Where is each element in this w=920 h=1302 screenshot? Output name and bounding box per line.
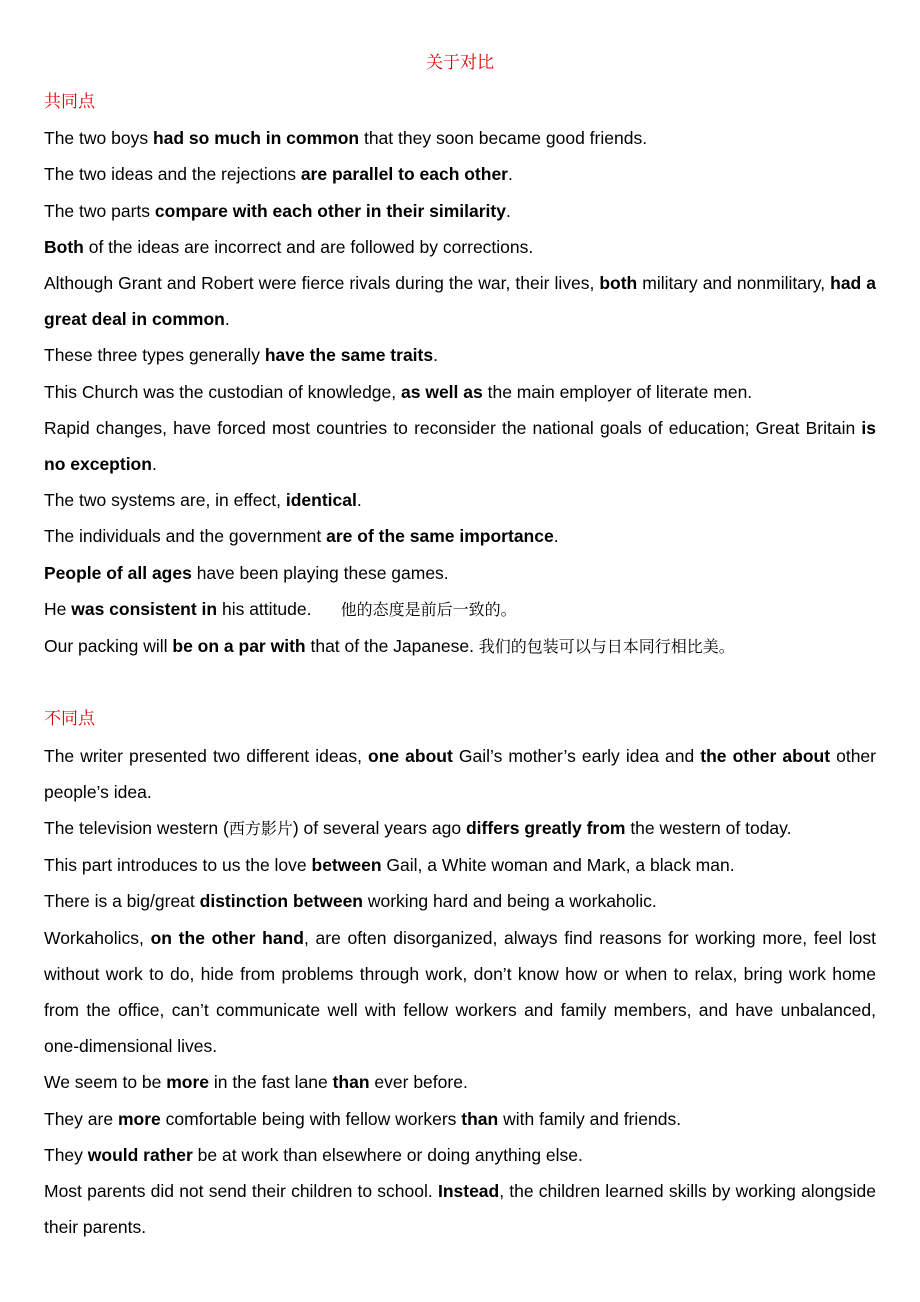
- key-phrase: had so much in common: [152, 128, 360, 149]
- sentence-text: have been playing these games.: [191, 562, 449, 583]
- sentence-text: that they soon became good friends.: [359, 128, 648, 149]
- sentence-text: that of the Japanese.: [305, 636, 479, 657]
- sentence-text: The two systems are, in effect,: [44, 490, 286, 511]
- section-gap: [44, 665, 876, 701]
- sentence-text: .: [553, 526, 559, 547]
- key-phrase: the other about: [700, 745, 831, 766]
- key-phrase: more: [166, 1072, 210, 1093]
- sentence-text: ) of several years ago: [292, 818, 466, 839]
- sentence-text: They: [44, 1144, 88, 1165]
- sentence-text: .: [356, 490, 362, 511]
- example-sentence: [44, 193, 876, 229]
- example-sentence: [44, 591, 876, 628]
- example-sentence: [44, 156, 876, 192]
- key-phrase: Instead: [437, 1181, 500, 1202]
- paragraph-list: [44, 738, 876, 1246]
- sentence-text: The writer presented two different ideas,: [44, 745, 368, 766]
- sentence-text: .: [508, 164, 513, 185]
- example-sentence: [44, 337, 876, 373]
- key-phrase: People of all ages: [44, 562, 192, 583]
- key-phrase: more: [117, 1108, 161, 1129]
- sentence-text: Gail’s mother’s early idea and: [452, 745, 701, 766]
- sentence-text: The two ideas and the rejections: [44, 164, 301, 185]
- sentence-text: .: [433, 345, 438, 366]
- example-sentence: [44, 1173, 876, 1245]
- key-phrase: than: [332, 1072, 370, 1093]
- document-page: [44, 48, 876, 1245]
- sentence-text: The television western (: [44, 818, 229, 839]
- sentence-text: .: [505, 200, 511, 221]
- sentence-text: in the fast lane: [209, 1072, 333, 1093]
- sentence-text: Most parents did not send their children to school.: [44, 1181, 438, 1202]
- key-phrase: are parallel to each other: [300, 164, 508, 185]
- page-title: 关于对比: [426, 53, 494, 73]
- example-sentence: [44, 1064, 876, 1100]
- example-sentence: [44, 1137, 876, 1173]
- sentence-text: , the children learned skills by working alongside their parents.: [44, 1181, 876, 1238]
- key-phrase: between: [311, 855, 382, 876]
- example-sentence: [44, 883, 876, 919]
- sentence-text: The individuals and the government: [44, 526, 327, 547]
- sentence-text: We seem to be: [44, 1072, 167, 1093]
- example-sentence: [44, 920, 876, 1065]
- sentence-text: There is a big/great: [44, 891, 200, 912]
- sentence-text: his attitude.: [217, 598, 341, 619]
- key-phrase: identical: [285, 490, 357, 511]
- example-sentence: [44, 518, 876, 554]
- key-phrase: as well as: [401, 381, 483, 402]
- example-sentence: [44, 810, 876, 847]
- sentence-text: The two boys: [44, 128, 153, 149]
- sentence-text: of the ideas are incorrect and are followed by corrections.: [83, 236, 534, 257]
- example-sentence: [44, 265, 876, 337]
- example-sentence: [44, 374, 876, 410]
- example-sentence: [44, 120, 876, 156]
- section-heading: 不同点: [44, 709, 95, 730]
- sentence-text: with family and friends.: [498, 1108, 682, 1129]
- key-phrase: on the other hand: [150, 927, 304, 948]
- example-sentence: [44, 410, 876, 482]
- sentence-text: .: [151, 454, 157, 475]
- example-sentence: [44, 628, 876, 665]
- example-sentence: [44, 1101, 876, 1137]
- example-sentence: [44, 482, 876, 518]
- sentence-text: be at work than elsewhere or doing anything else.: [192, 1144, 583, 1165]
- key-phrase: have the same traits: [264, 345, 434, 366]
- sentence-text: He: [44, 598, 72, 619]
- sentence-text: Gail, a White woman and Mark, a black man.: [381, 855, 735, 876]
- sentence-text: working hard and being a workaholic.: [363, 891, 657, 912]
- example-sentence: [44, 738, 876, 810]
- sentence-text: This part introduces to us the love: [44, 855, 312, 876]
- key-phrase: than: [461, 1108, 499, 1129]
- key-phrase: had a great deal in common: [44, 273, 876, 330]
- chinese-translation: 我们的包装可以与日本同行相比美。: [478, 637, 735, 657]
- chinese-translation: 他的态度是前后一致的。: [340, 599, 517, 619]
- example-sentence: [44, 847, 876, 883]
- key-phrase: Both: [44, 236, 84, 257]
- example-sentence: [44, 229, 876, 265]
- key-phrase: would rather: [87, 1144, 193, 1165]
- key-phrase: distinction between: [199, 891, 363, 912]
- section-similarities: [44, 84, 876, 665]
- key-phrase: both: [599, 273, 638, 294]
- key-phrase: differs greatly from: [465, 818, 626, 839]
- sentence-text: military and nonmilitary,: [637, 273, 831, 294]
- section-differences: [44, 701, 876, 1245]
- sentence-text: This Church was the custodian of knowledge,: [44, 381, 401, 402]
- section-heading: 共同点: [44, 92, 95, 112]
- sentence-text: the western of today.: [625, 818, 792, 839]
- sentence-text: These three types generally: [44, 345, 265, 366]
- sentence-text: , are often disorganized, always find reasons for working more, feel lost without work to do, hide from problems through work, don’t know how or when to relax, bring work home from the office, can’t communicate well with fellow workers and family members, and have unbalanced, one-dimensional lives.: [44, 927, 876, 1057]
- key-phrase: is no exception: [44, 417, 876, 475]
- sentence-text: Our packing will: [44, 636, 173, 657]
- sentence-text: They are: [44, 1108, 118, 1129]
- sentence-text: Although Grant and Robert were fierce rivals during the war, their lives,: [44, 273, 600, 294]
- sentence-text: the main employer of literate men.: [482, 381, 753, 402]
- paragraph-list: [44, 120, 876, 665]
- key-phrase: are of the same importance: [326, 526, 554, 547]
- example-sentence: [44, 555, 876, 591]
- key-phrase: one about: [368, 745, 453, 766]
- sentence-text: comfortable being with fellow workers: [160, 1108, 462, 1129]
- sentence-text: The two parts: [44, 200, 155, 221]
- key-phrase: be on a par with: [172, 636, 306, 657]
- chinese-translation: 西方影片: [228, 819, 293, 839]
- key-phrase: compare with each other in their similarity: [154, 200, 506, 221]
- sentence-text: other people’s idea.: [44, 745, 876, 802]
- key-phrase: was consistent in: [71, 598, 218, 619]
- sentence-text: Rapid changes, have forced most countries to reconsider the national goals of education; Great Britain: [44, 417, 862, 438]
- sentence-text: Workaholics,: [44, 927, 151, 948]
- sentence-text: ever before.: [369, 1072, 468, 1093]
- sentence-text: .: [224, 309, 230, 330]
